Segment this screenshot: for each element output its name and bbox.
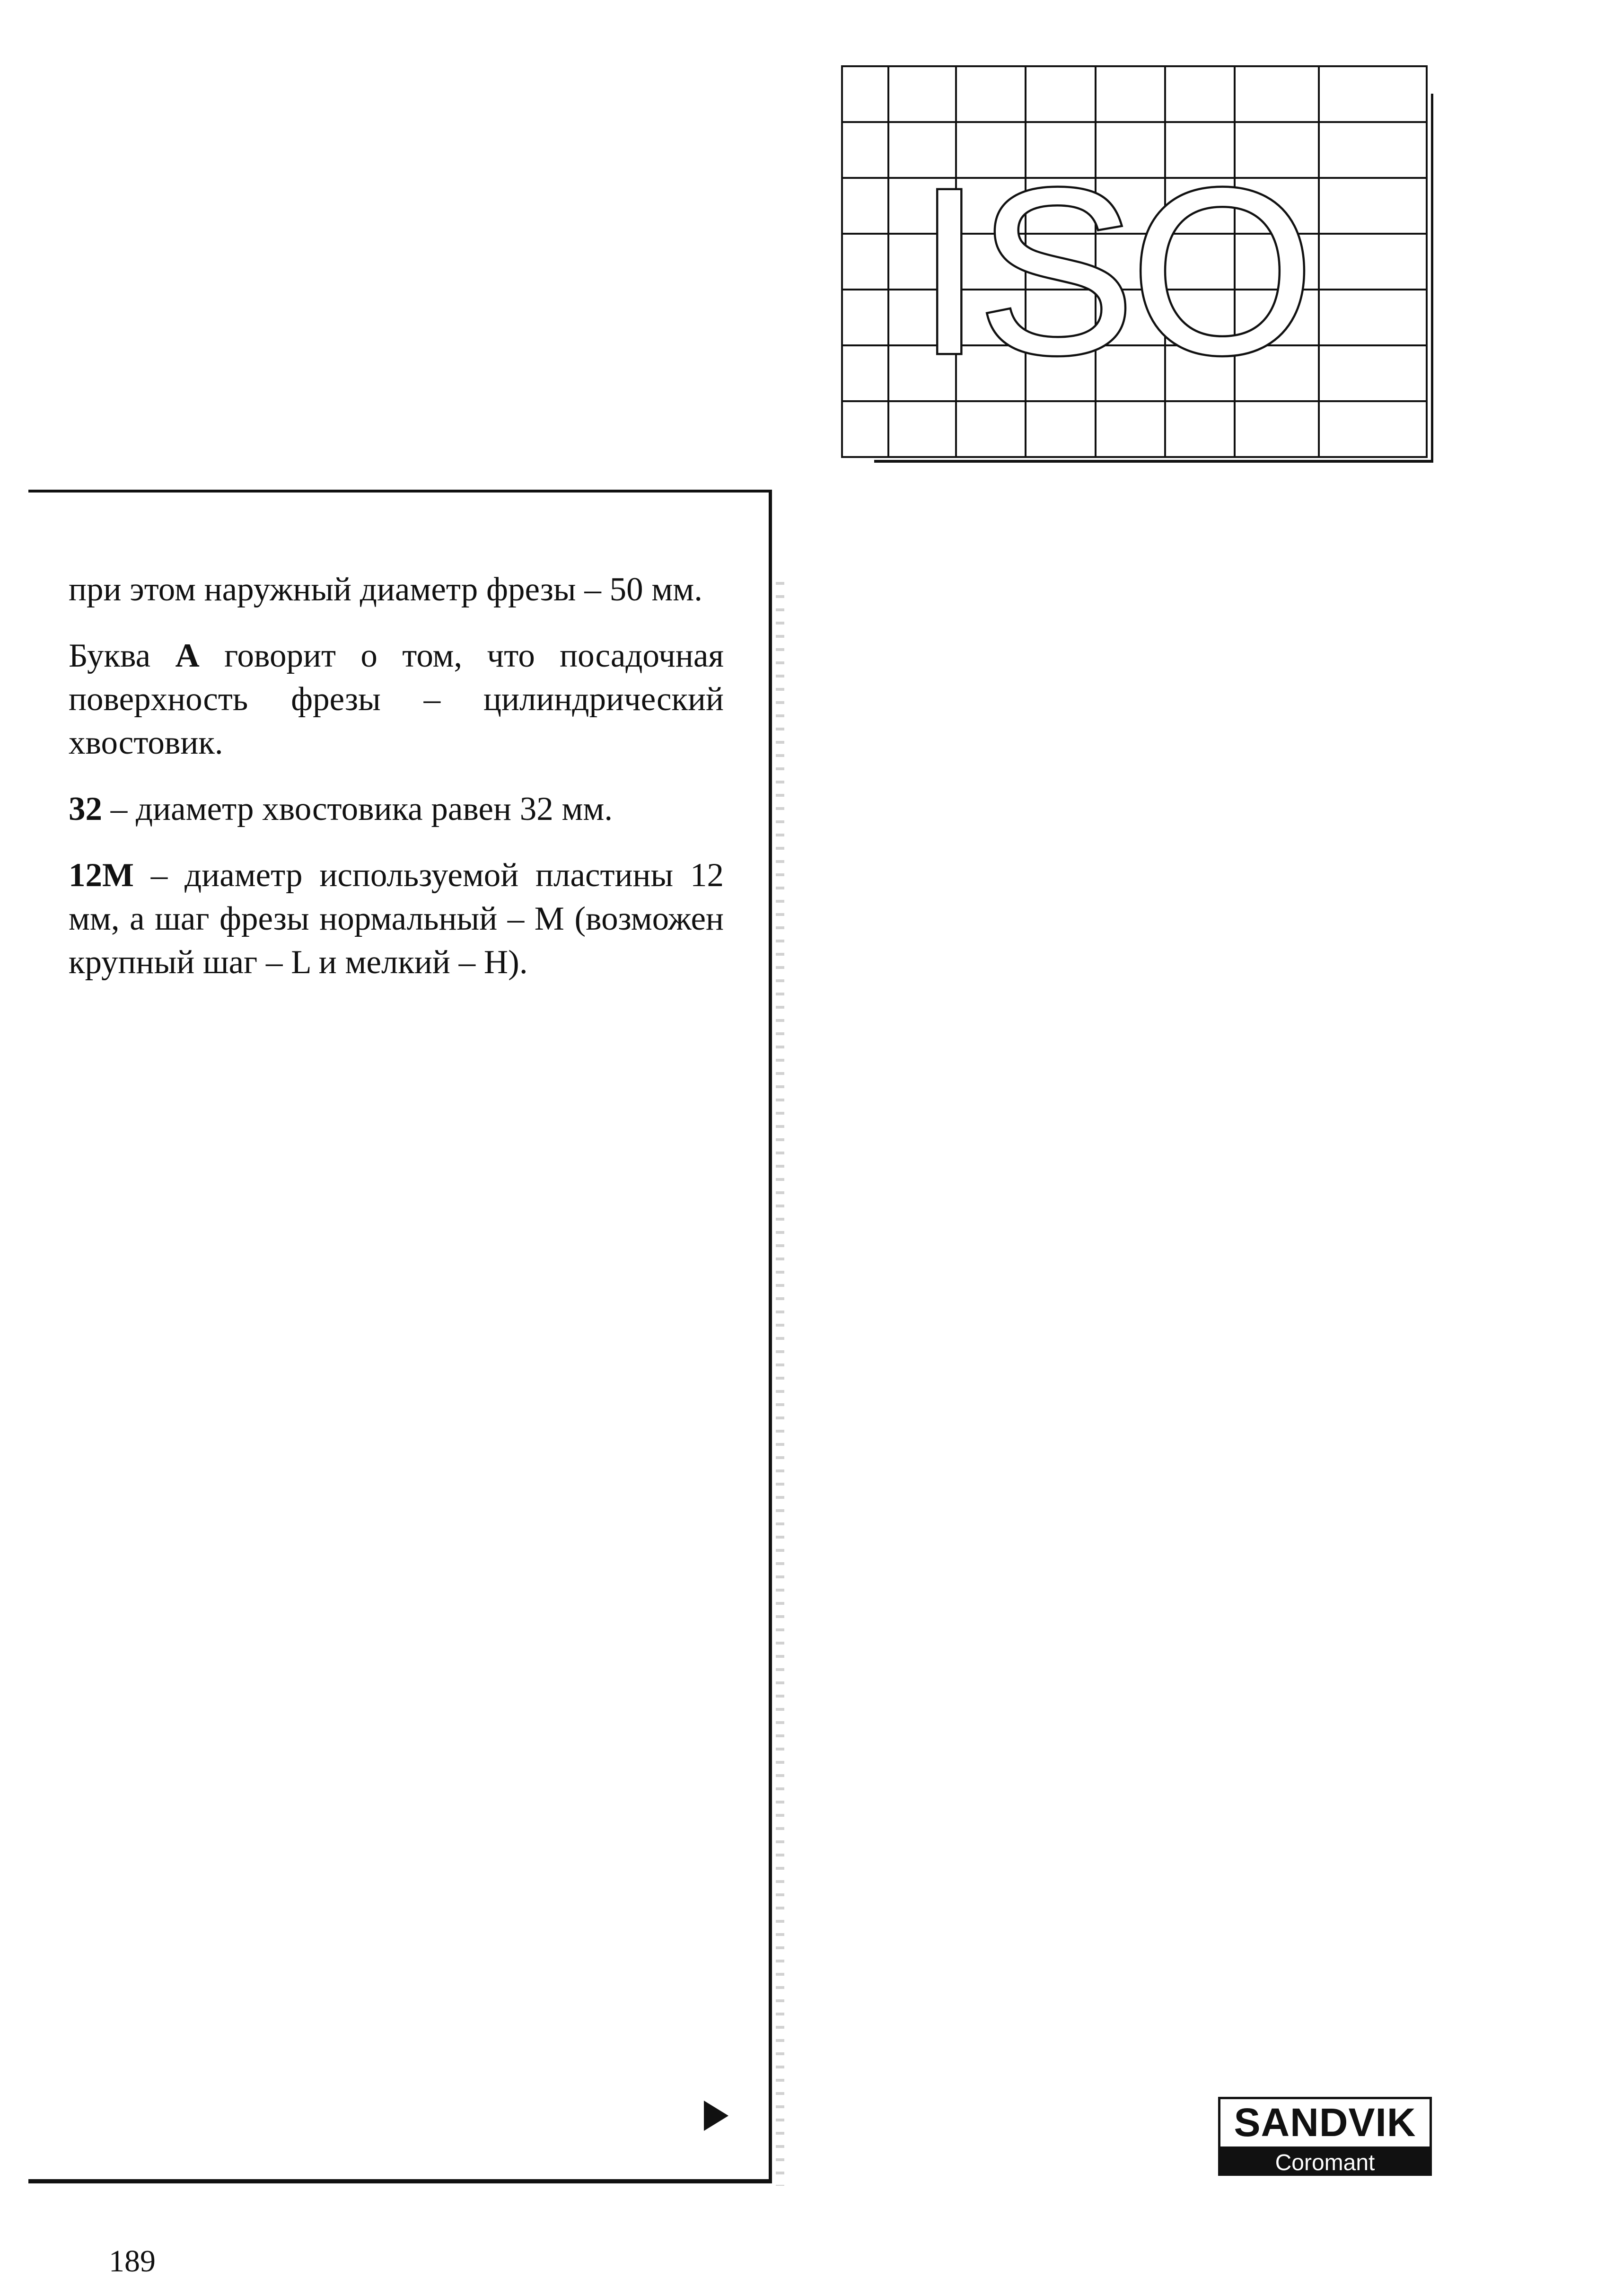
paragraph-text: говорит о том, что посадочная поверхность фрезы – цилиндрический хвостовик. xyxy=(69,637,724,761)
iso-emblem xyxy=(841,65,1433,463)
paragraph-text: – диаметр хвостовика равен 32 мм. xyxy=(102,791,613,827)
sandvik-coromant-logo xyxy=(1218,2097,1432,2176)
bold-term: A xyxy=(175,637,200,674)
paragraph xyxy=(69,787,724,831)
panel-text xyxy=(69,568,724,1007)
paragraph xyxy=(69,853,724,984)
paragraph xyxy=(69,568,724,611)
page-number: 189 xyxy=(109,2244,156,2278)
play-arrow-icon xyxy=(704,2101,728,2131)
paragraph-text: Буква xyxy=(69,637,175,674)
paragraph xyxy=(69,634,724,765)
iso-text: ISO xyxy=(916,139,1310,403)
paragraph-text: – диаметр используемой пластины 12 мм, а шаг фрезы нормальный – M (возможен крупный шаг – L и мелкий – H). xyxy=(69,857,724,981)
logo-sub: Coromant xyxy=(1218,2146,1432,2176)
bold-term: 32 xyxy=(69,791,102,827)
paragraph-text: при этом наружный диаметр фрезы – 50 мм. xyxy=(69,571,702,608)
logo-brand: SANDVIK xyxy=(1218,2097,1432,2146)
panel-shadow xyxy=(776,582,784,2186)
bold-term: 12M xyxy=(69,857,134,894)
